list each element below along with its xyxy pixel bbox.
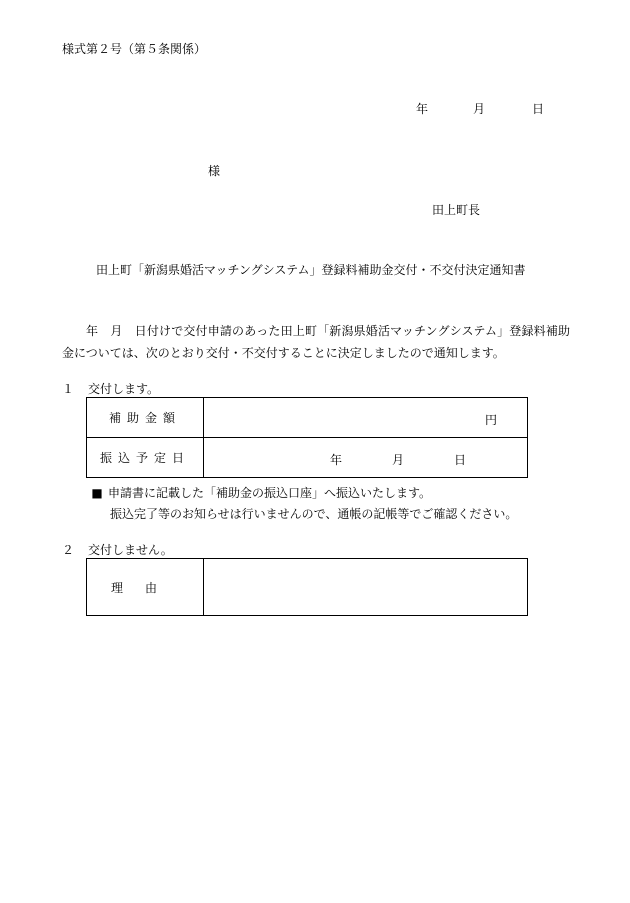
reject-section-number: ２ (62, 543, 75, 557)
date-day-label: 日 (532, 102, 545, 116)
transfer-date-value-cell (204, 438, 528, 478)
subsidy-amount-label: 補助金額 (108, 411, 181, 425)
grant-table (86, 397, 528, 478)
addressee-honorific: 様 (208, 164, 221, 178)
bullet-icon: ■ (91, 486, 103, 500)
subsidy-amount-label-cell (87, 398, 204, 438)
reason-value-cell (204, 559, 528, 616)
yen-unit-label: 円 (484, 413, 497, 427)
transfer-date-label-cell (87, 438, 204, 478)
subsidy-amount-value-cell (204, 398, 528, 438)
issue-date (416, 100, 566, 116)
date-year-label: 年 (416, 102, 429, 116)
body-paragraph: 年 月 日付けで交付申請のあった田上町「新潟県婚活マッチングシステム」登録料補助金については、次のとおり交付・不交付することに決定しましたので通知します。 (62, 324, 570, 360)
form-number: 様式第２号（第５条関係） (62, 42, 207, 56)
transfer-month-label: 月 (392, 453, 405, 467)
table-row (87, 559, 528, 616)
reject-table (86, 558, 528, 616)
grant-section-number: １ (62, 382, 75, 396)
issuer-name: 田上町長 (432, 203, 481, 217)
transfer-note-line-1 (86, 483, 517, 504)
date-month-label: 月 (473, 102, 486, 116)
transfer-date-label: 振込予定日 (99, 451, 190, 465)
transfer-note (86, 483, 517, 525)
transfer-day-label: 日 (454, 453, 467, 467)
grant-section-title: 交付します。 (88, 382, 160, 396)
reason-label-cell (87, 559, 204, 616)
reject-section-heading (62, 541, 173, 558)
transfer-note-line-2: 振込完了等のお知らせは行いませんので、通帳の記帳等でご確認ください。 (110, 507, 518, 521)
reject-section-title: 交付しません。 (88, 543, 173, 557)
transfer-year-label: 年 (330, 453, 343, 467)
grant-section-heading (62, 380, 159, 397)
document-title: 田上町「新潟県婚活マッチングシステム」登録料補助金交付・不交付決定通知書 (96, 263, 526, 277)
table-row (87, 438, 528, 478)
transfer-note-text-1: 申請書に記載した「補助金の振込口座」へ振込いたします。 (108, 486, 432, 500)
table-row (87, 398, 528, 438)
reason-label: 理由 (110, 580, 179, 595)
